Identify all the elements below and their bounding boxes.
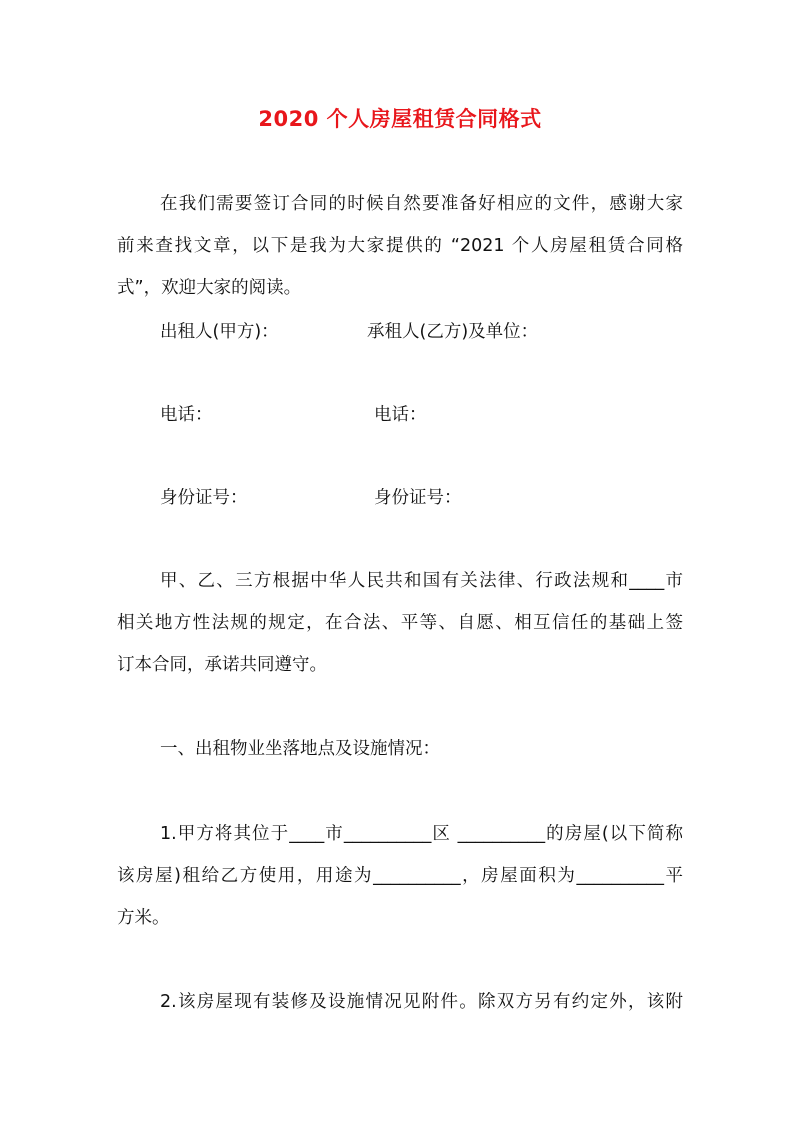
- section-1-heading: 一、出租物业坐落地点及设施情况：: [160, 739, 440, 759]
- intro-line-2: 前来查找文章，以下是我为大家提供的 “2021 个人房屋租赁合同格: [117, 236, 683, 256]
- document-title: 2020 个人房屋租赁合同格式: [258, 107, 542, 131]
- preamble-line-1: 甲、乙、三方根据中华人民共和国有关法律、行政法规和____市: [160, 571, 683, 591]
- lessor-phone-label: 电话：: [160, 405, 213, 425]
- lessor-label: 出租人(甲方)：: [160, 322, 279, 342]
- intro-line-1: 在我们需要签订合同的时候自然要准备好相应的文件，感谢大家: [160, 194, 683, 214]
- lessor-id-label: 身份证号：: [160, 488, 248, 508]
- preamble-line-3: 订本合同，承诺共同遵守。: [117, 655, 327, 675]
- clause-1-line-3: 方米。: [117, 908, 170, 928]
- lessee-id-label: 身份证号：: [374, 488, 462, 508]
- lessee-label: 承租人(乙方)及单位：: [367, 322, 539, 342]
- clause-2-line-1: 2.该房屋现有装修及设施情况见附件。除双方另有约定外，该附: [160, 992, 683, 1012]
- clause-1-line-2: 该房屋)租给乙方使用，用途为__________，房屋面积为__________平: [117, 866, 683, 886]
- clause-1-line-1: 1.甲方将其位于____市__________区 __________的房屋(以下简称: [160, 824, 683, 844]
- intro-line-3: 式”，欢迎大家的阅读。: [117, 278, 302, 298]
- lessee-phone-label: 电话：: [374, 405, 427, 425]
- preamble-line-2: 相关地方性法规的规定，在合法、平等、自愿、相互信任的基础上签: [117, 613, 683, 633]
